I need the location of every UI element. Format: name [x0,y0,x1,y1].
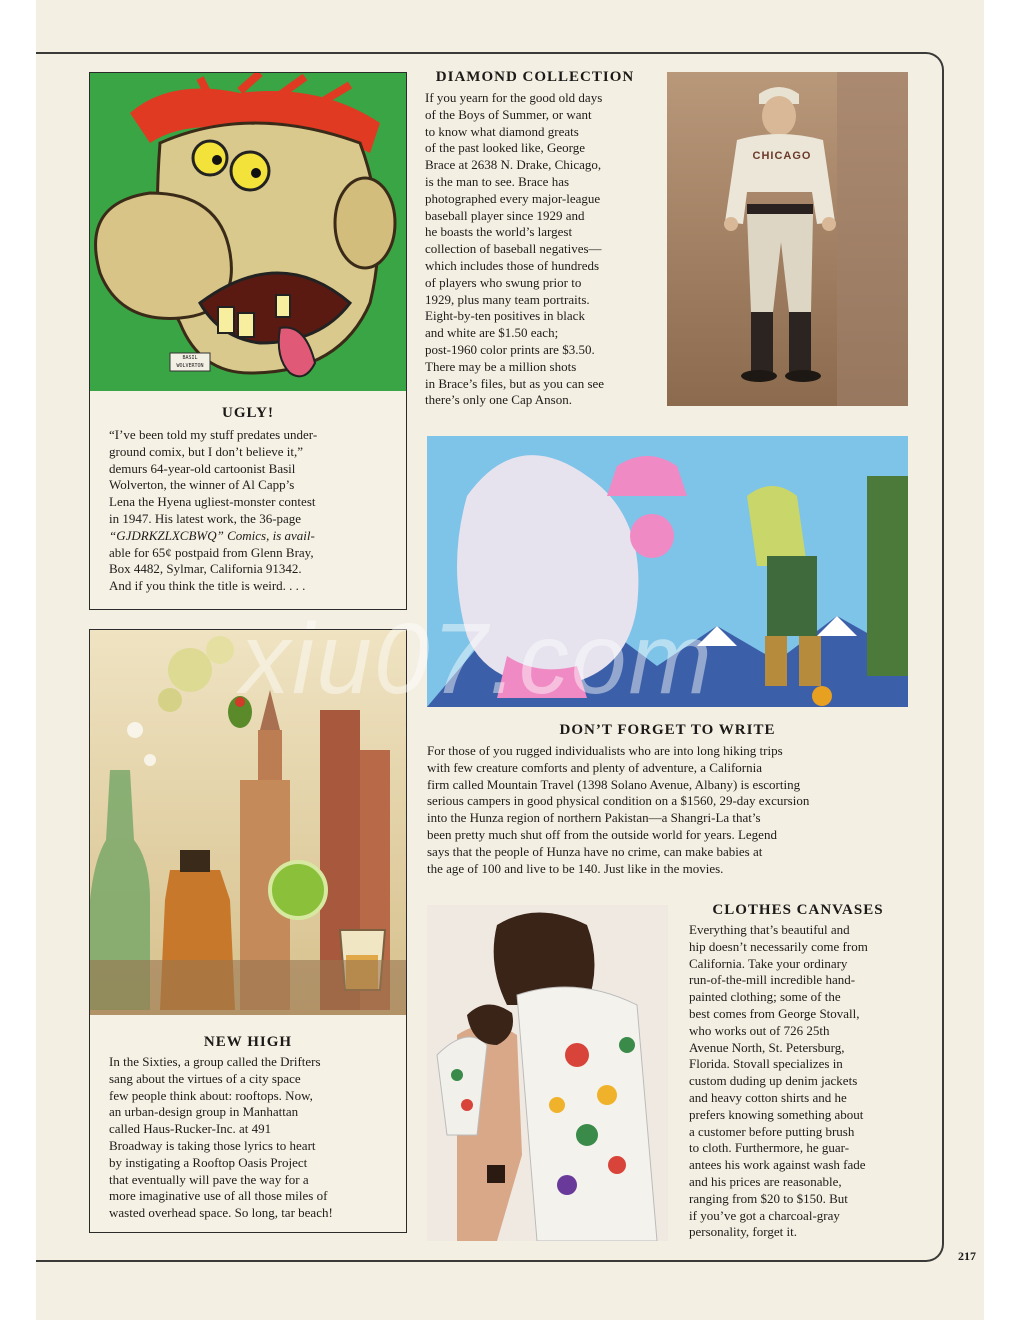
clothes-line: to cloth. Furthermore, he guar- [689,1140,850,1156]
ugly-line: ground comix, but I don’t believe it,” [109,443,303,459]
write-heading: DON’T FORGET TO WRITE [559,722,776,738]
write-line: says that the people of Hunza have no crime, can make babies at [427,843,763,859]
ugly-line: “GJDRKZLXCBWQ” Comics, is avail- [109,527,315,543]
ugly-line: “I’ve been told my stuff predates under- [109,427,318,442]
clothes-line: California. Take your ordinary [689,955,848,971]
high-line: an urban-design group in Manhattan [109,1104,299,1120]
clothes-line: painted clothing; some of the [689,989,841,1005]
diamond-line: Eight-by-ten positives in black [425,308,585,324]
diamond-line: he boasts the world’s largest [425,224,573,240]
write-line: into the Hunza region of northern Pakistan—a Shangri-La that’s [427,810,761,826]
ugly-line: able for 65¢ postpaid from Glenn Bray, [109,544,314,560]
rooftop-oasis-illustration [90,630,406,1015]
ugly-box [89,72,407,610]
high-line: by instigating a Rooftop Oasis Project [109,1154,308,1170]
clothes-line: and heavy cotton shirts and he [689,1089,847,1105]
clothes-line: prefers knowing something about [689,1106,864,1122]
diamond-line: of players who swung prior to [425,274,582,290]
diamond-line: 1929, plus many team portraits. [425,291,590,307]
new-high-body [109,1054,399,1222]
ugly-heading: UGLY! [222,405,274,421]
diamond-line: is the man to see. Brace has [425,173,570,189]
new-high-heading: NEW HIGH [203,1034,293,1050]
diamond-line: of the past looked like, George [425,140,586,156]
ugly-line: Lena the Hyena ugliest-monster contest [109,494,316,510]
clothes-line: custom duding up denim jackets [689,1073,858,1089]
clothes-line: best comes from George Stovall, [689,1005,860,1021]
clothes-line: personality, forget it. [689,1224,797,1240]
high-line: called Haus-Rucker-Inc. at 491 [109,1121,272,1137]
clothes-line: a customer before putting brush [689,1123,855,1139]
cartoon-signature: BASIL WOLVERTON [176,355,204,369]
ugly-body [109,427,389,595]
write-line: the age of 100 and live to be 140. Just like in the movies. [427,860,724,876]
high-line: few people think about: rooftops. Now, [109,1087,313,1103]
write-line: For those of you rugged individualists who are into long hiking trips [427,743,783,758]
clothes-line: who works out of 726 25th [689,1022,830,1038]
jersey-lettering: CHICAGO [752,150,812,162]
clothes-line: and his prices are reasonable, [689,1173,842,1189]
ugly-line: demurs 64-year-old cartoonist Basil [109,460,296,476]
high-line: sang about the virtues of a city space [109,1070,301,1086]
watermark: xiu07.com [240,603,714,715]
diamond-line: If you yearn for the good old days [425,90,603,105]
write-line: been pretty much shut off from the outside world for years. Legend [427,826,777,842]
baseball-player-photo [667,72,908,406]
diamond-line: post-1960 color prints are $3.50. [425,341,595,357]
diamond-line: Brace at 2638 N. Drake, Chicago, [425,157,602,173]
diamond-heading: DIAMOND COLLECTION [435,69,635,85]
high-line: more imaginative use of all those miles of [109,1188,328,1204]
diamond-line: and white are $1.50 each; [425,325,559,341]
ugly-illustration [90,73,406,391]
high-line: In the Sixties, a group called the Drifters [109,1054,321,1069]
painted-clothing-photo [427,905,668,1241]
new-high-box [89,629,407,1233]
clothes-line: if you’ve got a charcoal-gray [689,1207,840,1223]
high-line: Broadway is taking those lyrics to heart [109,1137,316,1153]
write-line: firm called Mountain Travel (1398 Solano Avenue, Albany) is escorting [427,776,801,792]
ugly-line: Wolverton, the winner of Al Capp’s [109,477,295,493]
clothes-line: ranging from $20 to $150. But [689,1190,848,1206]
ugly-line: And if you think the title is weird. . . . [109,578,306,594]
high-line: wasted overhead space. So long, tar beach! [109,1205,333,1221]
diamond-line: collection of baseball negatives— [425,241,602,257]
high-line: that eventually will pave the way for a [109,1171,309,1187]
diamond-line: which includes those of hundreds [425,257,600,273]
page-number: 217 [958,1249,976,1263]
write-line: serious campers in good physical condition on a $1560, 29-day excursion [427,793,810,809]
clothes-body [689,922,921,1241]
clothes-line: Everything that’s beautiful and [689,922,850,937]
clothes-line: Florida. Stovall specializes in [689,1056,843,1072]
ugly-line: in 1947. His latest work, the 36-page [109,510,302,526]
clothes-line: hip doesn’t necessarily come from [689,938,868,954]
diamond-line: of the Boys of Summer, or want [425,106,592,122]
diamond-line: photographed every major-league [425,190,601,206]
ugly-line: Box 4482, Sylmar, California 91342. [109,561,302,577]
hiking-illustration [427,436,908,707]
clothes-line: Avenue North, St. Petersburg, [689,1039,845,1055]
write-line: with few creature comforts and plenty of adventure, a California [427,759,762,775]
diamond-line: to know what diamond greats [425,123,579,139]
diamond-line: There may be a million shots [425,358,577,374]
diamond-line: there’s only one Cap Anson. [425,392,572,408]
diamond-line: baseball player since 1929 and [425,207,585,223]
diamond-line: in Brace’s files, but as you can see [425,375,605,391]
clothes-line: run-of-the-mill incredible hand- [689,972,856,988]
clothes-heading: CLOTHES CANVASES [712,902,884,918]
clothes-line: antees his work against wash fade [689,1157,866,1173]
diamond-body [425,90,661,409]
write-body [427,743,917,877]
